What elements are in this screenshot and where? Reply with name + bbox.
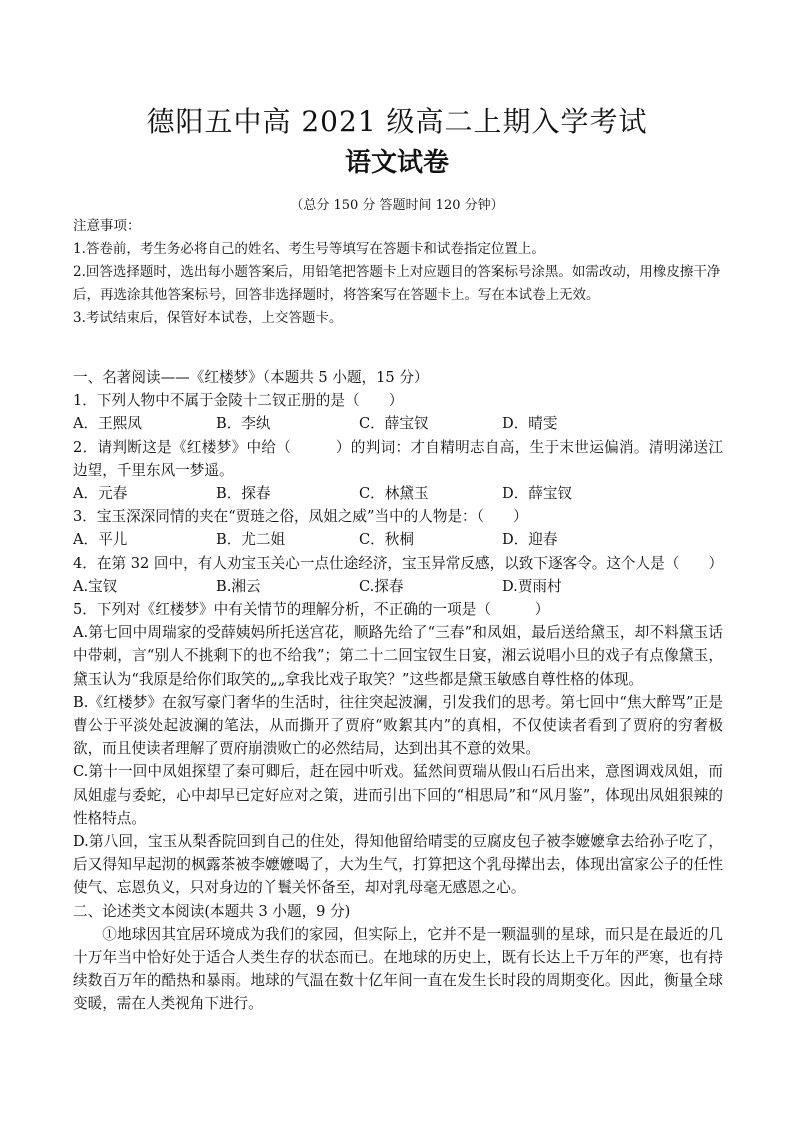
passage-paragraph: ①地球因其宜居环境成为我们的家园，但实际上，它并不是一颗温驯的星球，而只是在最近的几十万年当中恰好处于适合人类生存的状态而已。在地球的历史上，既有长达上千万年的严寒，也有持续数百万年的酷热和暴雨。地球的气温在数十亿年间一直在发生长时段的周期变化。因此，衡量全球变暖，需在人类视角下进行。 — [73, 925, 723, 1013]
q1-option-a: A．王熙凤 — [73, 415, 142, 433]
q4-option-d: D.贾雨村 — [502, 577, 562, 595]
q2-option-d: D．薛宝钗 — [502, 485, 573, 503]
q5-option-c: C.第十一回中凤姐探望了秦可卿后，赶在园中听戏。猛然间贾瑞从假山石后出来，意图调戏凤姐，而凤姐虚与委蛇，心中却早已定好应对之策，进而引出下回的“相思局”和“风月鉴”，体现出凤姐狠辣的性格特点。 — [73, 763, 723, 827]
q4-stem: 4．在第 32 回中，有人劝宝玉关心一点仕途经济，宝玉异常反感，以致下逐客令。这个人是（ ） — [73, 554, 724, 572]
q2-stem: 2．请判断这是《红楼梦》中给（ ）的判词：才自精明志自高，生于末世运偏消。清明涕送江边望，千里东风一梦遥。 — [73, 438, 723, 479]
q1-options — [73, 412, 723, 435]
q1-option-c: C．薛宝钗 — [359, 415, 429, 433]
q3-option-a: A．平儿 — [73, 531, 128, 549]
exam-title: 德阳五中高 2021 级高二上期入学考试 — [146, 105, 648, 138]
q5-option-b: B.《红楼梦》在叙写豪门奢华的生活时，往往突起波澜，引发我们的思考。第七回中“焦大醉骂”正是曹公于平淡处起波澜的笔法，从而撕开了贾府“败絮其内”的真相，不仅使读者看到了贾府的穷奢极欲，而且使读者理解了贾府崩溃败亡的必然结局，达到出其不意的效果。 — [73, 693, 723, 758]
notes-block — [73, 215, 723, 330]
note-item: 1.答卷前，考生务必将自己的姓名、考生号等填写在答题卡和试卷指定位置上。 — [73, 241, 545, 257]
q4-option-b: B.湘云 — [216, 577, 261, 595]
q2-option-b: B．探春 — [216, 485, 271, 503]
section2-heading: 二、论述类文本阅读(本题共 3 小题，9 分) — [73, 902, 351, 920]
q3-stem: 3．宝玉深深同情的夹在“贾琏之俗，凤姐之威”当中的人物是：（ ） — [73, 508, 528, 526]
q1-option-d: D．晴雯 — [502, 415, 558, 433]
q1-option-b: B．李纨 — [216, 415, 271, 433]
q4-option-c: C.探春 — [359, 577, 404, 595]
exam-meta: （总分 150 分 答题时间 120 分钟） — [290, 198, 504, 213]
q2-option-a: A．元春 — [73, 485, 128, 503]
exam-body — [73, 366, 723, 1016]
exam-subtitle: 语文试卷 — [344, 148, 449, 178]
q4-options — [73, 575, 723, 598]
q3-options — [73, 528, 723, 551]
q5-option-a: A.第七回中周瑞家的受薛姨妈所托送宫花，顺路先给了“三春”和凤姐，最后送给黛玉，却不料黛玉话中带刺，言“别人不挑剩下的也不给我”；第二十二回宝钗生日宴，湘云说唱小旦的戏子有点像黛玉，黛玉认为“我原是给你们取笑的„„拿我比戏子取笑？”这些都是黛玉敏感自尊性格的体现。 — [73, 624, 723, 688]
notes-heading: 注意事项： — [73, 218, 141, 234]
q4-option-a: A.宝钗 — [73, 577, 118, 595]
q5-option-d: D.第八回，宝玉从梨香院回到自己的住处，得知他留给晴雯的豆腐皮包子被李嬷嬷拿去给孙子吃了，后又得知早起沏的枫露茶被李嬷嬷喝了，大为生气，打算把这个乳母撵出去，体现出富家公子的任性使气、忘恩负义，只对身边的丫鬟关怀备至，却对乳母毫无感恩之心。 — [73, 833, 723, 897]
section1-heading: 一、名著阅读——《红楼梦》（本题共 5 小题，15 分） — [73, 369, 429, 386]
q2-option-c: C．林黛玉 — [359, 485, 429, 503]
note-item: 3.考试结束后，保管好本试卷，上交答题卡。 — [73, 310, 343, 326]
q3-option-c: C．秋桐 — [359, 531, 414, 549]
q3-option-b: B．尤二姐 — [216, 531, 286, 549]
note-item: 2.回答选择题时，选出每小题答案后，用铅笔把答题卡上对应题目的答案标号涂黑。如需改动，用橡皮擦干净后，再选涂其他答案标号，回答非选择题时，将答案写在答题卡上。写在本试卷上无效。 — [73, 264, 721, 303]
q3-option-d: D．迎春 — [502, 531, 558, 549]
q1-stem: 1．下列人物中不属于金陵十二钗正册的是（ ） — [73, 392, 404, 410]
q5-stem: 5．下列对《红楼梦》中有关情节的理解分析，不正确的一项是（ ） — [73, 601, 550, 619]
q2-options — [73, 482, 723, 505]
